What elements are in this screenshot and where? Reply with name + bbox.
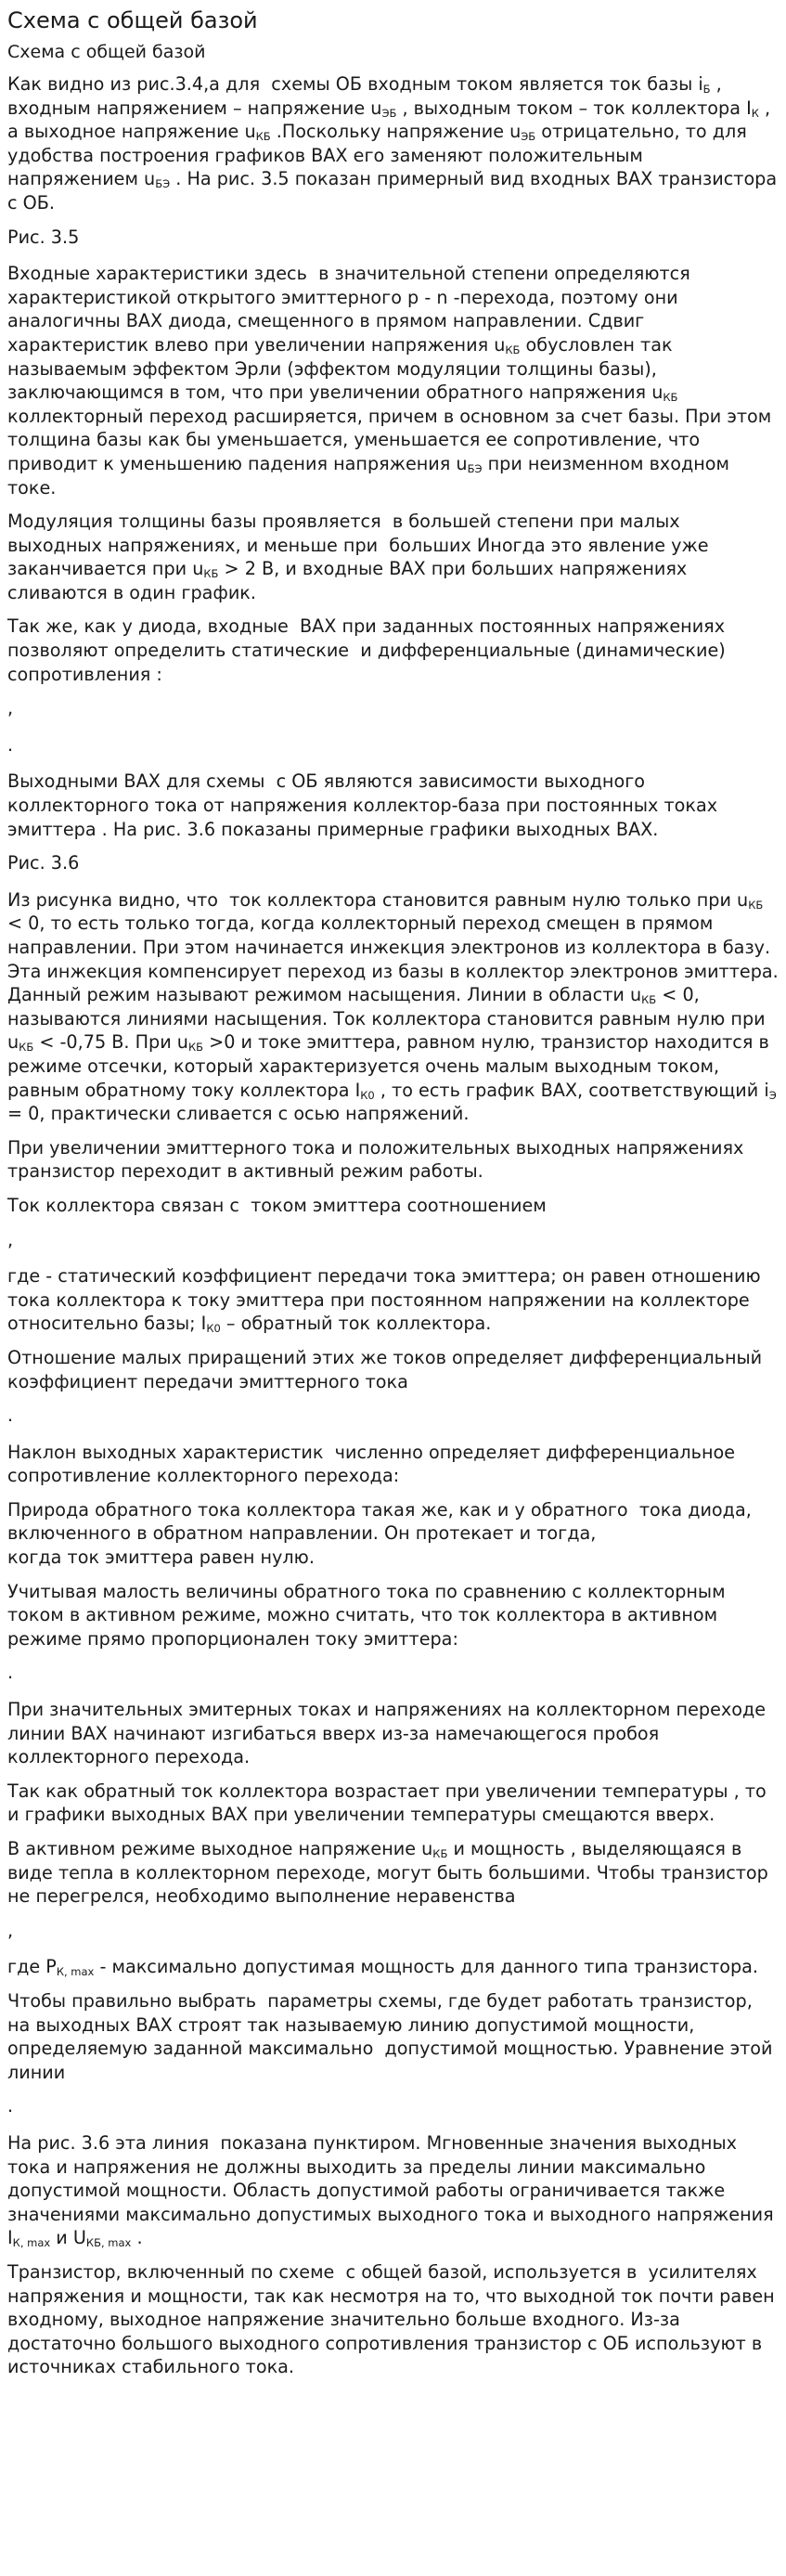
paragraph-text: где - статический коэффициент передачи тока эмиттера; он равен отношению тока коллектора к току эмиттера при постоянном напряжении на коллекторе относительно базы; I: [7, 1265, 767, 1335]
paragraph-text: Отношение малых приращений этих же токов определяет дифференциальный коэффициент передачи эмиттерного тока: [7, 1346, 768, 1392]
subscript: КБ: [255, 130, 271, 144]
paragraph-text: Транзистор, включенный по схеме с общей базой, используется в усилителях напряжения и мощности, так как несмотря на то, что выходной ток почти равен входному, выходное напряжение значительно больше входного. Из-за достаточно большого выходного сопротивления транзистор с ОБ используют в источниках стабильного тока.: [7, 2260, 780, 2378]
subscript: К0: [360, 1088, 375, 1102]
paragraph: [7, 226, 779, 250]
paragraph-text: < 0, называются линиями насыщения. Ток коллектора становится равным нулю при u: [7, 984, 771, 1054]
paragraph-text: При увеличении эмиттерного тока и положительных выходных напряжениях транзистор переходит в активный режим работы.: [7, 1136, 750, 1183]
subscript: КБ: [19, 1041, 34, 1055]
paragraph: [7, 1228, 779, 1252]
paragraph-text: Рис. 3.5: [7, 226, 80, 248]
paragraph: [7, 1698, 779, 1769]
paragraph: [7, 615, 779, 686]
subscript: Б: [702, 83, 711, 96]
paragraph-text: При значительных эмитерных токах и напряжениях на коллекторном переходе линии ВАХ начинают изгибаться вверх из-за намечающегося пробоя коллекторного перехода.: [7, 1699, 772, 1768]
subscript: ЭБ: [381, 106, 397, 120]
paragraph-text: , входным напряжением – напряжение u: [7, 73, 728, 119]
paragraph-text: < 0, то есть только тогда, когда коллекторный переход смещен в прямом направлении. При этом начинается инжекция электронов из коллектора в базу. Эта инжекция компенсирует переход из базы в коллектор электронов эмиттера. Данный режим называют режимом насыщения. Линии в области u: [7, 888, 784, 1006]
paragraph-text: , то есть график ВАХ, соответствующий i: [374, 1079, 769, 1101]
paragraph-text: при неизменном входном токе.: [7, 452, 736, 498]
paragraph: [7, 1919, 779, 1943]
paragraph-text: отрицательно, то для удобства построения графиков ВАХ его заменяют положительным напряжением u: [7, 121, 753, 190]
paragraph-text: .: [7, 2095, 14, 2117]
subscript: КБ: [641, 993, 657, 1007]
paragraph-text: Учитывая малость величины обратного тока по сравнению с коллекторным током в активном режиме, можно считать, что ток коллектора в активном режиме прямо пропорционален току эмиттера:: [7, 1580, 731, 1650]
paragraph-text: Рис. 3.6: [7, 852, 80, 874]
subscript: К0: [206, 1322, 221, 1336]
paragraph-text: Ток коллектора связан с током эмиттера соотношением: [7, 1194, 547, 1216]
paragraph-text: ,: [7, 1919, 14, 1941]
document-body: [7, 72, 784, 2379]
subscript: ЭБ: [521, 130, 536, 144]
paragraph-text: коллекторный переход расширяется, причем в основном за счет базы. При этом толщина базы как бы уменьшается, уменьшается ее сопротивление, что приводит к уменьшению падения напряжения u: [7, 382, 778, 474]
paragraph-text: Наклон выходных характеристик численно определяет дифференциальное сопротивление коллекторного перехода:: [7, 1441, 741, 1487]
paragraph: [7, 262, 779, 499]
paragraph: [7, 1498, 779, 1570]
paragraph: [7, 1661, 779, 1685]
paragraph: [7, 1580, 779, 1651]
paragraph: [7, 510, 779, 604]
paragraph-text: Так как обратный ток коллектора возрастает при увеличении температуры , то и графики выходных ВАХ при увеличении температуры смещаются вверх.: [7, 1780, 772, 1826]
paragraph-text: Модуляция толщины базы проявляется в большей степени при малых выходных напряжениях, и меньше при больших Иногда это явление уже заканчивается при u: [7, 511, 715, 580]
paragraph-text: .: [7, 1662, 14, 1684]
paragraph: [7, 1989, 779, 2084]
paragraph-text: Как видно из рис.3.4,а для схемы ОБ входным током является ток базы i: [7, 73, 703, 95]
paragraph-text: Так же, как у диода, входные ВАХ при заданных постоянных напряжениях позволяют определить статические и дифференциальные (динамические) сопротивления :: [7, 615, 731, 685]
paragraph: [7, 1780, 779, 1827]
paragraph-text: В активном режиме выходное напряжение u: [7, 1838, 433, 1859]
paragraph-text: , выходным током – ток коллектора I: [396, 97, 752, 119]
paragraph-text: и мощность , выделяющаяся в виде тепла в коллекторном переходе, могут быть большими. Чтобы транзистор не перегрелся, необходимо выполнение неравенства: [7, 1838, 774, 1908]
subscript: КБ: [663, 391, 678, 405]
paragraph-text: Из рисунка видно, что ток коллектора становится равным нулю только при u: [7, 888, 749, 911]
paragraph-text: .: [7, 733, 14, 756]
paragraph-text: На рис. 3.6 эта линия показана пунктиром. Мгновенные значения выходных тока и напряжения не должны выходить за пределы линии максимально допустимой мощности. Область допустимой работы ограничивается также значениями максимально допустимых выходного тока и выходного напряжения I: [7, 2131, 780, 2249]
page-title: Схема с общей базой: [7, 7, 258, 33]
paragraph: [7, 1136, 779, 1184]
paragraph: [7, 888, 784, 1126]
paragraph-text: Чтобы правильно выбрать параметры схемы, где будет работать транзистор, на выходных ВАХ строят так называемую линию допустимой мощности, определяемую заданной максимально допустимой мощностью. Уравнение этой линии: [7, 1989, 779, 2083]
paragraph: [7, 1346, 779, 1393]
paragraph-text: – обратный ток коллектора.: [220, 1313, 492, 1335]
paragraph-text: ,: [7, 697, 14, 719]
subscript: КБ: [505, 343, 521, 356]
paragraph: [7, 851, 779, 875]
subscript: Э: [768, 1088, 777, 1102]
subscript: К: [751, 106, 759, 120]
paragraph-text: Природа обратного тока коллектора такая же, как и у обратного тока диода, включенного в обратном направлении. Он протекает и тогда, когда ток эмиттера равен нулю.: [7, 1498, 752, 1569]
page-subtitle: Схема с общей базой: [7, 42, 206, 62]
subscript: КБ: [432, 1847, 448, 1860]
paragraph-text: . На рис. 3.5 показан примерный вид входных ВАХ транзистора с ОБ.: [7, 168, 783, 214]
paragraph: [7, 1404, 779, 1428]
paragraph-text: .: [131, 2227, 143, 2249]
paragraph: [7, 2260, 779, 2379]
subscript: К, max: [56, 1965, 95, 1979]
paragraph-text: обусловлен так называемым эффектом Эрли (эффектом модуляции толщины базы), заключающимся в том, что при увеличении обратного напряжения u: [7, 333, 678, 404]
paragraph-text: Выходными ВАХ для схемы с ОБ являются зависимости выходного коллекторного тока от напряжения коллектор-база при постоянных токах эмиттера . На рис. 3.6 показаны примерные графики выходных ВАХ.: [7, 770, 724, 840]
paragraph: [7, 733, 779, 757]
paragraph-text: .: [7, 1405, 14, 1427]
subscript: К, max: [12, 2236, 51, 2250]
paragraph-text: = 0, практически сливается с осью напряжений.: [7, 1079, 782, 1125]
subscript: КБ, max: [85, 2236, 132, 2250]
subscript: БЭ: [467, 461, 483, 475]
paragraph: [7, 2131, 779, 2250]
subscript: КБ: [203, 567, 219, 581]
paragraph: [7, 1264, 779, 1336]
paragraph: [7, 1441, 779, 1488]
paragraph: [7, 1955, 779, 1979]
paragraph-text: < -0,75 В. При u: [33, 1031, 188, 1054]
paragraph-text: >0 и токе эмиттера, равном нулю, транзистор находится в режиме отсечки, который характеризуется очень малым выходным током, равным обратному току коллектора I: [7, 1031, 775, 1101]
paragraph-text: Входные характеристики здесь в значительной степени определяются характеристикой открытого эмиттерного p - n -перехода, поэтому они аналогичны ВАХ диода, смещенного в прямом направлении. Сдвиг характеристик влево при увеличении напряжения u: [7, 263, 696, 356]
paragraph-text: где P: [7, 1956, 57, 1978]
paragraph: [7, 770, 779, 841]
subscript: КБ: [748, 898, 764, 912]
paragraph: [7, 696, 779, 720]
paragraph-text: > 2 В, и входные ВАХ при больших напряжениях сливаются в один график.: [7, 558, 693, 603]
paragraph-text: и U: [50, 2227, 86, 2249]
paragraph-text: .Поскольку напряжение u: [270, 121, 522, 143]
paragraph: [7, 2094, 779, 2118]
paragraph-text: ,: [7, 1228, 14, 1250]
subscript: КБ: [187, 1041, 204, 1055]
subscript: БЭ: [155, 177, 171, 191]
paragraph-text: - максимально допустимая мощность для данного типа транзистора.: [94, 1956, 759, 1978]
paragraph: [7, 72, 783, 215]
paragraph-text: , а выходное напряжение u: [7, 97, 777, 143]
paragraph: [7, 1837, 779, 1909]
paragraph: [7, 1194, 779, 1218]
